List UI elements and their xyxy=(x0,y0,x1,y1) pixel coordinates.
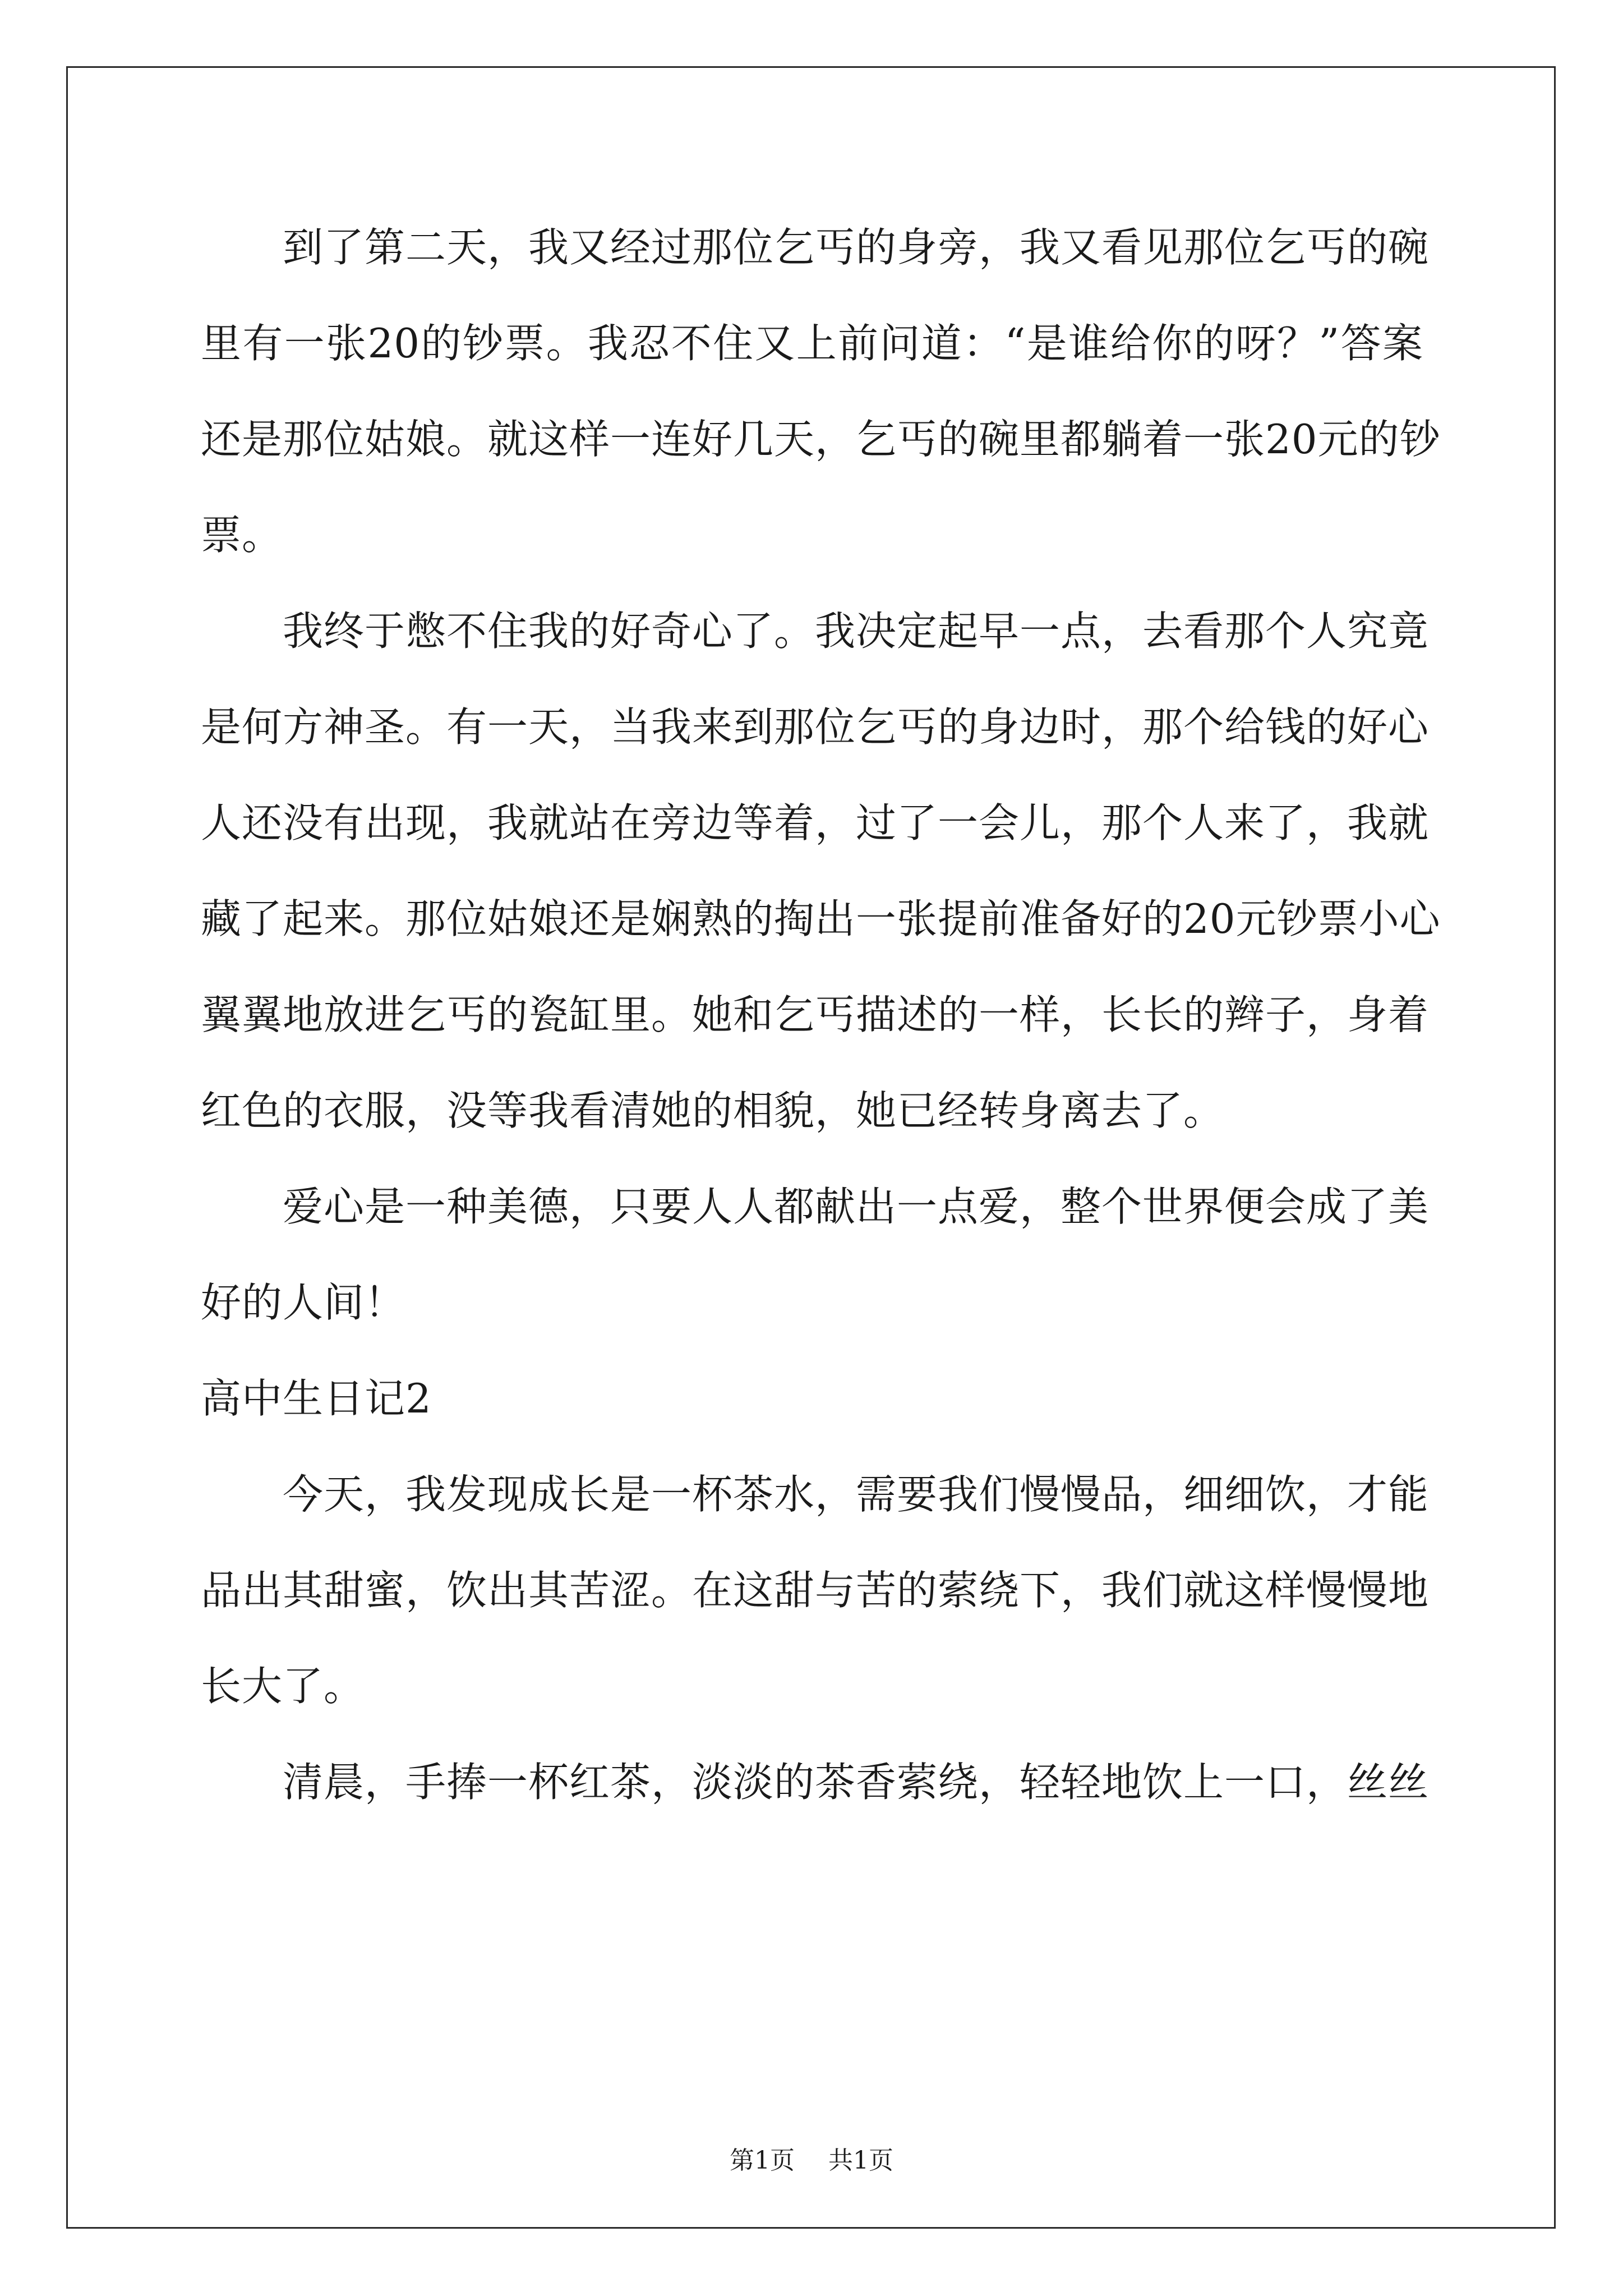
text-line: 长大了。 xyxy=(201,1663,365,1710)
section-heading: 高中生日记2 xyxy=(201,1375,432,1422)
text-line: 藏了起来。那位姑娘还是娴熟的掏出一张提前准备好的20元钞票小心 xyxy=(201,895,1441,942)
text-line: 人还没有出现，我就站在旁边等着，过了一会儿，那个人来了，我就 xyxy=(201,799,1430,846)
page-number-current: 第1页 xyxy=(730,2146,795,2175)
document-body xyxy=(201,200,1441,1830)
text-line: 到了第二天，我又经过那位乞丐的身旁，我又看见那位乞丐的碗 xyxy=(283,224,1430,271)
text-line: 票。 xyxy=(201,512,283,559)
text-line: 我终于憋不住我的好奇心了。我决定起早一点，去看那个人究竟 xyxy=(283,608,1430,655)
text-line: 是何方神圣。有一天，当我来到那位乞丐的身边时，那个给钱的好心 xyxy=(201,703,1430,751)
text-line: 今天，我发现成长是一杯茶水，需要我们慢慢品，细细饮，才能 xyxy=(283,1471,1430,1518)
text-line: 红色的衣服，没等我看清她的相貌，她已经转身离去了。 xyxy=(201,1087,1225,1134)
text-line: 里有一张20的钞票。我忍不住又上前问道：“是谁给你的呀？”答案 xyxy=(201,320,1423,367)
text-line: 爱心是一种美德，只要人人都献出一点爱，整个世界便会成了美 xyxy=(283,1183,1430,1230)
text-line: 还是那位姑娘。就这样一连好几天，乞丐的碗里都躺着一张20元的钞 xyxy=(201,416,1441,463)
text-line: 品出其甜蜜，饮出其苦涩。在这甜与苦的萦绕下，我们就这样慢慢地 xyxy=(201,1567,1430,1614)
page-footer xyxy=(0,2144,1623,2178)
text-line: 清晨，手捧一杯红茶，淡淡的茶香萦绕，轻轻地饮上一口，丝丝 xyxy=(283,1759,1430,1806)
text-line: 好的人间！ xyxy=(201,1279,406,1326)
text-line: 翼翼地放进乞丐的瓷缸里。她和乞丐描述的一样，长长的辫子，身着 xyxy=(201,991,1430,1038)
page-number-total: 共1页 xyxy=(828,2146,893,2175)
